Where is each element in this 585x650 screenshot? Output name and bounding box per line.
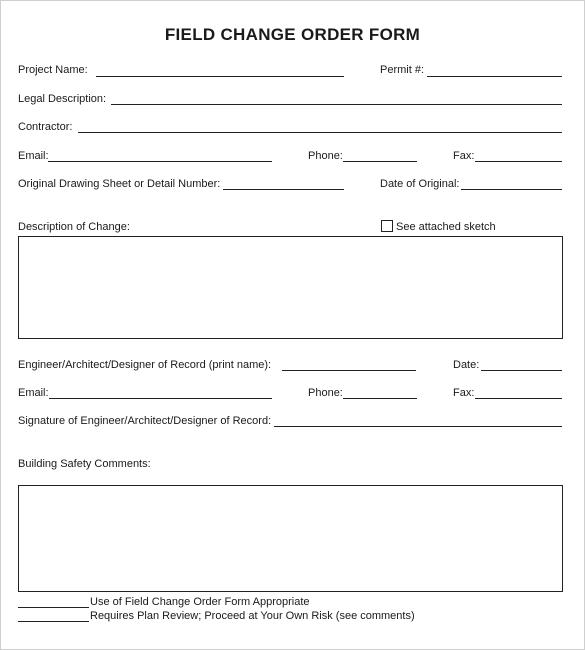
project-name-field[interactable] (96, 76, 344, 77)
engineer-record-label: Engineer/Architect/Designer of Record (print name): (18, 359, 272, 371)
building-safety-comments-label: Building Safety Comments: (18, 458, 151, 470)
date-field[interactable] (481, 370, 562, 371)
phone-field-2[interactable] (343, 398, 417, 399)
description-of-change-label: Description of Change: (18, 221, 130, 233)
original-drawing-field[interactable] (223, 189, 344, 190)
signature-field[interactable] (274, 426, 562, 427)
email-field[interactable] (48, 161, 272, 162)
email-label: Email: (18, 150, 49, 162)
contractor-label: Contractor: (18, 121, 73, 133)
legal-description-label: Legal Description: (18, 93, 107, 105)
fax-field-2[interactable] (475, 398, 562, 399)
see-attached-sketch-checkbox[interactable] (381, 220, 393, 232)
permit-field[interactable] (427, 76, 562, 77)
permit-label: Permit #: (380, 64, 425, 76)
email-label-2: Email: (18, 387, 49, 399)
contractor-field[interactable] (78, 132, 562, 133)
fax-field[interactable] (475, 161, 562, 162)
use-appropriate-blank[interactable] (18, 607, 89, 608)
date-of-original-field[interactable] (461, 189, 562, 190)
legal-description-field[interactable] (111, 104, 562, 105)
form-title: FIELD CHANGE ORDER FORM (164, 25, 421, 44)
project-name-label: Project Name: (18, 64, 88, 76)
phone-field[interactable] (343, 161, 417, 162)
requires-review-label: Requires Plan Review; Proceed at Your Own Risk (see comments) (90, 610, 415, 622)
see-attached-sketch-label: See attached sketch (396, 221, 496, 233)
email-field-2[interactable] (49, 398, 272, 399)
signature-label: Signature of Engineer/Architect/Designer of Record: (18, 415, 272, 427)
date-of-original-label: Date of Original: (380, 178, 460, 190)
building-safety-comments-box[interactable] (18, 485, 563, 592)
phone-label: Phone: (308, 150, 343, 162)
original-drawing-label: Original Drawing Sheet or Detail Number: (18, 178, 221, 190)
fax-label: Fax: (453, 150, 475, 162)
fax-label-2: Fax: (453, 387, 475, 399)
phone-label-2: Phone: (308, 387, 343, 399)
use-appropriate-label: Use of Field Change Order Form Appropriate (90, 596, 310, 608)
engineer-record-field[interactable] (282, 370, 416, 371)
date-label: Date: (453, 359, 480, 371)
requires-review-blank[interactable] (18, 621, 89, 622)
description-of-change-box[interactable] (18, 236, 563, 339)
